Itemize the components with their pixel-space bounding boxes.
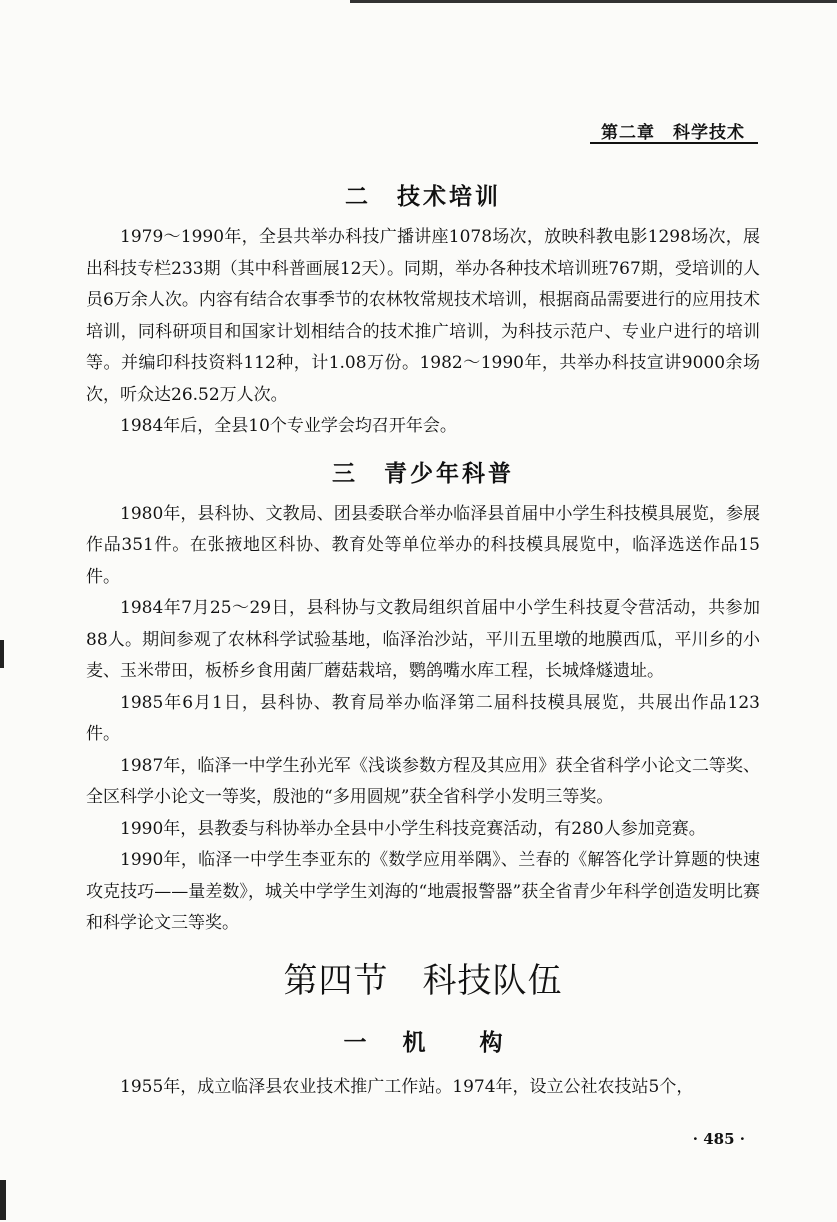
chapter-title — [86, 948, 760, 1014]
section-heading: 青少年科普 — [384, 459, 514, 487]
subsection-title-organization — [86, 1014, 760, 1072]
paragraph: 1955年，成立临泽县农业技术推广工作站。1974年，设立公社农技站5个， — [120, 1076, 694, 1097]
section-title-training — [86, 172, 760, 222]
section-title-youth-science — [86, 449, 760, 499]
paragraph: 1984年后，全县10个专业学会均召开年会。 — [120, 416, 457, 436]
paragraph: 1987年，临泽一中学生孙光军《浅谈参数方程及其应用》获全省科学小论文二等奖、全区科学小论文一等奖，殷池的“多用圆规”获全省科学小发明三等奖。 — [86, 755, 760, 807]
section-number: 三 — [332, 459, 358, 487]
scan-edge-mark — [0, 640, 4, 668]
chapter-heading: 科技队伍 — [422, 960, 563, 1001]
paragraph: 1984年7月25～29日，县科协与文教局组织首届中小学生科技夏令营活动，共参加88人。期间参观了农林科学试验基地，临泽治沙站，平川五里墩的地膜西瓜，平川乡的小麦、玉米带田，板桥乡食用菌厂蘑菇栽培，鹦鸽嘴水库工程，长城烽燧遗址。 — [86, 598, 760, 681]
paragraph: 1985年6月1日，县科协、教育局举办临泽第二届科技模具展览，共展出作品123件。 — [86, 692, 760, 744]
paragraph: 1990年，县教委与科协举办全县中小学生科技竞赛活动，有280人参加竞赛。 — [120, 818, 706, 839]
paragraph: 1979～1990年，全县共举办科技广播讲座1078场次，放映科教电影1298场次，展出科技专栏233期（其中科普画展12天）。同期，举办各种技术培训班767期，受培训的人员6万余人次。内容有结合农事季节的农林牧常规技术培训，根据商品需要进行的应用技术培训，同科研项目和国家计划相结合的技术推广培训，为科技示范户、专业户进行的培训等。并编印科技资料112种，计1.08万份。1982～1990年，共举办科技宣讲9000余场次，听众达26.52万人次。 — [86, 227, 760, 405]
section-heading: 技术培训 — [397, 183, 501, 210]
page-number: · 485 · — [692, 1130, 745, 1148]
chapter-number: 第四节 — [283, 960, 389, 1001]
scan-edge-mark — [0, 1180, 6, 1220]
page-body — [86, 172, 760, 1103]
running-header: 第二章 科学技术 — [601, 123, 745, 143]
subsection-char: 机 — [402, 1028, 426, 1056]
scan-top-rule — [350, 0, 837, 3]
subsection-number: 一 — [343, 1028, 367, 1056]
section-number: 二 — [345, 183, 371, 210]
paragraph: 1980年，县科协、文教局、团县委联合举办临泽县首届中小学生科技模具展览，参展作品351件。在张掖地区科协、教育处等单位举办的科技模具展览中，临泽选送作品15件。 — [86, 503, 760, 587]
header-rule — [590, 142, 758, 144]
paragraph: 1990年，临泽一中学生李亚东的《数学应用举隅》、兰春的《解答化学计算题的快速攻克技巧——量差数》，城关中学学生刘海的“地震报警器”获全省青少年科学创造发明比赛和科学论文三等奖。 — [86, 850, 760, 933]
subsection-char: 构 — [479, 1028, 503, 1056]
